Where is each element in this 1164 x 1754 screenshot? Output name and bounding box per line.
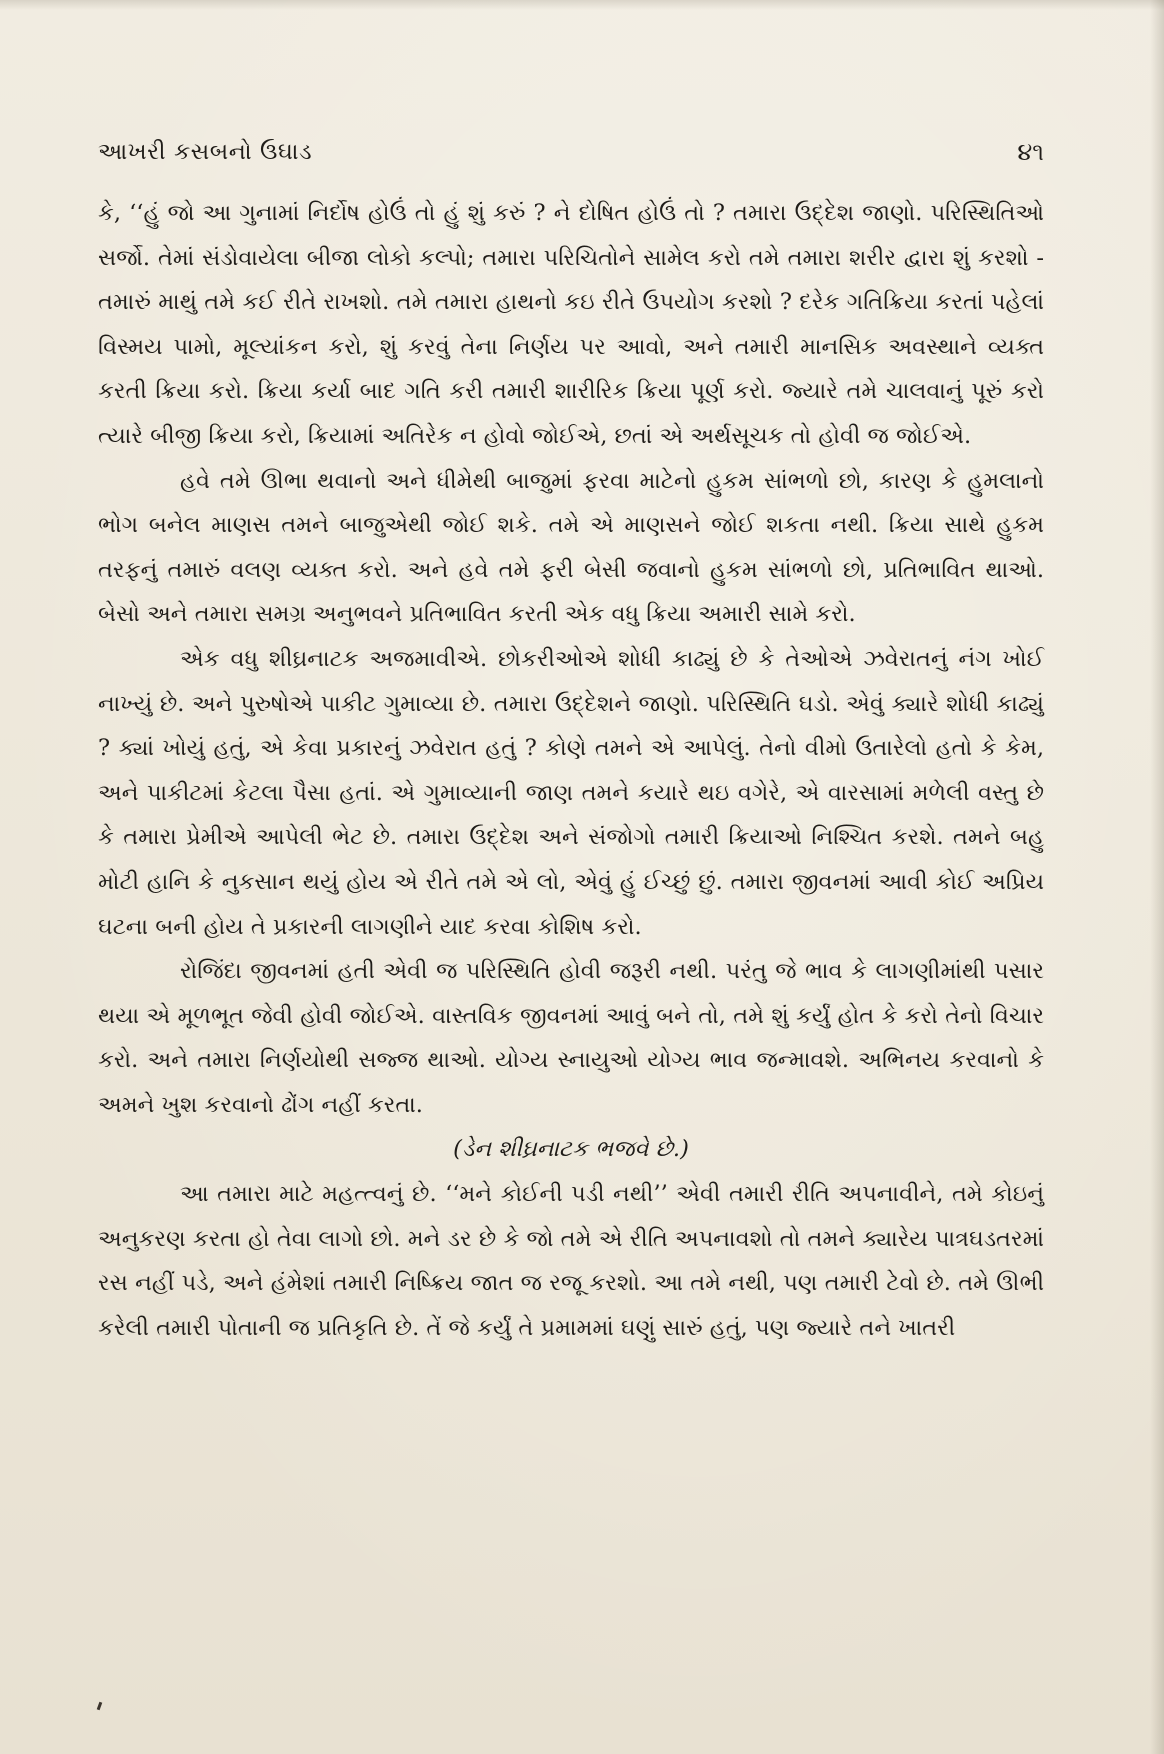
paragraph-1: કે, ‘‘હું જો આ ગુનામાં નિર્દોષ હોઉં તો હું શું કરું ? ને દોષિત હોઉં તો ? તમારા ઉદ્દેશ જાણો. પરિસ્થિતિઓ સર્જો. તેમાં સંડોવાયેલા બીજા લોકો કલ્પો; તમારા પરિચિતોને સામેલ કરો તમે તમારા શરીર દ્વારા શું કરશો - તમારું માથું તમે કઈ રીતે રાખશો. તમે તમારા હાથનો કઇ રીતે ઉપયોગ કરશો ? દરેક ગતિક્રિયા કરતાં પહેલાં વિસ્મય પામો, મૂલ્યાંકન કરો, શું કરવું તેના નિર્ણય પર આવો, અને તમારી માનસિક અવસ્થાને વ્યક્ત કરતી ક્રિયા કરો. ક્રિયા કર્યા બાદ ગતિ કરી તમારી શારીરિક ક્રિયા પૂર્ણ કરો. જ્યારે તમે ચાલવાનું પૂરું કરો ત્યારે બીજી ક્રિયા કરો, ક્રિયામાં અતિરેક ન હોવો જોઈએ, છતાં એ અર્થસૂચક તો હોવી જ જોઈએ. — [98, 200, 1044, 449]
paragraph-3: એક વધુ શીઘ્રનાટક અજમાવીએ. છોકરીઓએ શોધી કાઢ્યું છે કે તેઓએ ઝવેરાતનું નંગ ખોઈ નાખ્યું છે. અને પુરુષોએ પાકીટ ગુમાવ્યા છે. તમારા ઉદ્દેશને જાણો. પરિસ્થિતિ ઘડો. એવું ક્યારે શોધી કાઢ્યું ? ક્યાં ખોયું હતું, એ કેવા પ્રકારનું ઝવેરાત હતું ? કોણે તમને એ આપેલું. તેનો વીમો ઉતારેલો હતો કે કેમ, અને પાકીટમાં કેટલા પૈસા હતાં. એ ગુમાવ્યાની જાણ તમને કયારે થઇ વગેરે, એ વારસામાં મળેલી વસ્તુ છે કે તમારા પ્રેમીએ આપેલી ભેટ છે. તમારા ઉદ્દેશ અને સંજોગો તમારી ક્રિયાઓ નિશ્ચિત કરશે. તમને બહુ મોટી હાનિ કે નુકસાન થયું હોય એ રીતે તમે એ લો, એવું હું ઈચ્છું છું. તમારા જીવનમાં આવી કોઈ અપ્રિય ઘટના બની હોય તે પ્રકારની લાગણીને યાદ કરવા કોશિષ કરો. — [98, 645, 1044, 940]
paragraph-4: રોજિંદા જીવનમાં હતી એવી જ પરિસ્થિતિ હોવી જરૂરી નથી. પરંતુ જે ભાવ કે લાગણીમાંથી પસાર થયા એ મૂળભૂત જેવી હોવી જોઈએ. વાસ્તવિક જીવનમાં આવું બને તો, તમે શું કર્યું હોત કે કરો તેનો વિચાર કરો. અને તમારા નિર્ણયોથી સજ્જ થાઓ. યોગ્ય સ્નાયુઓ યોગ્ય ભાવ જન્માવશે. અભિનય કરવાનો કે અમને ખુશ કરવાનો ઢોંગ નહીં કરતા. — [98, 958, 1044, 1118]
paragraph-5: આ તમારા માટે મહત્ત્વનું છે. ‘‘મને કોઈની પડી નથી’’ એવી તમારી રીતિ અપનાવીને, તમે કોઇનું અનુકરણ કરતા હો તેવા લાગો છો. મને ડર છે કે જો તમે એ રીતિ અપનાવશો તો તમને ક્યારેય પાત્રઘડતરમાં રસ નહીં પડે, અને હંમેશાં તમારી નિષ્ક્રિય જાત જ રજૂ કરશો. આ તમે નથી, પણ તમારી ટેવો છે. તમે ઊભી કરેલી તમારી પોતાની જ પ્રતિકૃતિ છે. તેં જે કર્યું તે પ્રમામમાં ઘણું સારું હતું, પણ જ્યારે તને ખાતરી — [98, 1181, 1044, 1341]
page-header — [98, 132, 1044, 172]
page-top-shadow — [0, 0, 1164, 10]
page-right-shadow — [1150, 0, 1164, 1754]
stage-direction: (ડેન શીઘ્રનાટક ભજવે છે.) — [453, 1136, 689, 1163]
page-number: ૪૧ — [1017, 138, 1044, 166]
running-title: આખરી કસબનો ઉઘાડ — [98, 139, 313, 165]
margin-mark — [97, 1702, 103, 1711]
page-body — [98, 191, 1044, 1350]
paragraph-2: હવે તમે ઊભા થવાનો અને ધીમેથી બાજુમાં ફરવા માટેનો હુકમ સાંભળો છો, કારણ કે હુમલાનો ભોગ બનેલ માણસ તમને બાજુએથી જોઈ શકે. તમે એ માણસને જોઈ શકતા નથી. ક્રિયા સાથે હુકમ તરફનું તમારું વલણ વ્યક્ત કરો. અને હવે તમે ફરી બેસી જવાનો હુકમ સાંભળો છો, પ્રતિભાવિત થાઓ. બેસો અને તમારા સમગ્ર અનુભવને પ્રતિભાવિત કરતી એક વધુ ક્રિયા અમારી સામે કરો. — [98, 467, 1044, 628]
